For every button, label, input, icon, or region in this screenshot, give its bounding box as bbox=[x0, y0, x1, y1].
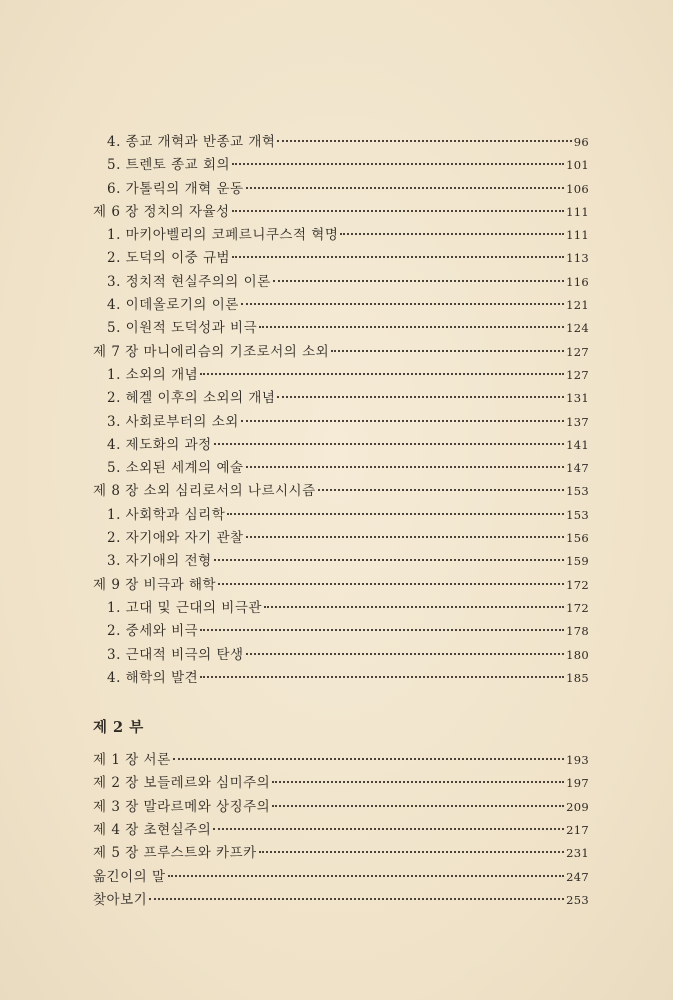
toc-page-number: 113 bbox=[566, 251, 589, 266]
toc-page-number: 141 bbox=[566, 437, 589, 452]
toc-page-number: 153 bbox=[566, 507, 589, 522]
toc-entry-label: 1. 사회학과 심리학 bbox=[107, 506, 226, 523]
dot-leader bbox=[331, 350, 564, 352]
dot-leader bbox=[227, 513, 564, 515]
toc-entry-label: 3. 사회로부터의 소외 bbox=[107, 413, 239, 430]
dot-leader bbox=[246, 187, 565, 189]
dot-leader bbox=[214, 559, 564, 561]
toc-entry-label: 4. 제도화의 과정 bbox=[107, 436, 212, 453]
toc-item-row bbox=[93, 434, 589, 457]
dot-leader bbox=[277, 396, 564, 398]
dot-leader bbox=[173, 758, 565, 760]
toc-item-row bbox=[93, 317, 589, 340]
toc-item-row bbox=[93, 387, 589, 410]
toc-page-number: 127 bbox=[566, 367, 589, 382]
toc-chapter-row bbox=[93, 866, 589, 889]
dot-leader bbox=[340, 233, 564, 235]
toc-entry-label: 5. 이원적 도덕성과 비극 bbox=[107, 320, 258, 337]
dot-leader bbox=[168, 875, 565, 877]
toc-item-row bbox=[93, 294, 589, 317]
toc-entry-label: 2. 도덕의 이중 규범 bbox=[107, 250, 231, 267]
toc-entry-label: 제 5 장 프루스트와 카프카 bbox=[93, 845, 257, 862]
dot-leader bbox=[259, 326, 564, 328]
toc-entry-label: 제 3 장 말라르메와 상징주의 bbox=[93, 798, 271, 815]
toc-entry-label: 제 8 장 소외 심리로서의 나르시시즘 bbox=[93, 483, 316, 500]
dot-leader bbox=[149, 898, 564, 900]
dot-leader bbox=[218, 583, 564, 585]
toc-page-number: 124 bbox=[566, 321, 589, 336]
toc-item-row bbox=[93, 131, 589, 154]
toc-item-row bbox=[93, 247, 589, 270]
toc-page-number: 193 bbox=[566, 753, 589, 768]
toc-item-row bbox=[93, 154, 589, 177]
dot-leader bbox=[232, 163, 564, 165]
toc-item-row bbox=[93, 667, 589, 690]
table-of-contents bbox=[93, 131, 589, 912]
toc-page-number: 217 bbox=[566, 823, 589, 838]
toc-item-row bbox=[93, 224, 589, 247]
dot-leader bbox=[246, 536, 565, 538]
toc-item-row bbox=[93, 620, 589, 643]
dot-leader bbox=[213, 828, 564, 830]
toc-entry-label: 3. 자기애의 전형 bbox=[107, 553, 212, 570]
toc-entry-label: 4. 종교 개혁과 반종교 개혁 bbox=[107, 134, 276, 150]
toc-page-number: 253 bbox=[566, 892, 589, 907]
toc-entry-label: 2. 헤겔 이후의 소외의 개념 bbox=[107, 390, 276, 407]
toc-page-number: 153 bbox=[566, 484, 589, 499]
toc-item-row bbox=[93, 597, 589, 620]
toc-chapter-row bbox=[93, 749, 589, 772]
dot-leader bbox=[214, 443, 564, 445]
part-2-heading: 제 2 부 bbox=[93, 719, 144, 737]
toc-page-number: 106 bbox=[566, 181, 589, 196]
toc-page-number: 247 bbox=[566, 869, 589, 884]
toc-page-number: 127 bbox=[566, 344, 589, 359]
toc-item-row bbox=[93, 178, 589, 201]
toc-item-row bbox=[93, 644, 589, 667]
dot-leader bbox=[272, 781, 564, 783]
toc-page-number: 172 bbox=[566, 577, 589, 592]
toc-entry-label: 5. 소외된 세계의 예술 bbox=[107, 460, 244, 477]
toc-chapter-row bbox=[93, 889, 589, 912]
dot-leader bbox=[200, 629, 564, 631]
dot-leader bbox=[318, 489, 565, 491]
toc-entry-label: 1. 마키아벨리의 코페르니쿠스적 혁명 bbox=[107, 227, 339, 244]
dot-leader bbox=[241, 303, 564, 305]
dot-leader bbox=[246, 466, 565, 468]
toc-item-row bbox=[93, 504, 589, 527]
toc-entry-label: 제 6 장 정치의 자율성 bbox=[93, 203, 230, 220]
toc-chapter-row bbox=[93, 574, 589, 597]
toc-entry-label: 6. 가톨릭의 개혁 운동 bbox=[107, 180, 244, 197]
toc-entry-label: 3. 근대적 비극의 탄생 bbox=[107, 646, 244, 663]
toc-page-number: 180 bbox=[566, 647, 589, 662]
toc-page-number: 159 bbox=[566, 554, 589, 569]
dot-leader bbox=[232, 210, 565, 212]
toc-item-row bbox=[93, 411, 589, 434]
toc-entry-label: 2. 중세와 비극 bbox=[107, 623, 199, 640]
toc-page-number: 116 bbox=[566, 274, 589, 289]
toc-entry-label: 제 2 장 보들레르와 심미주의 bbox=[93, 775, 271, 792]
dot-leader bbox=[200, 373, 564, 375]
toc-chapter-row bbox=[93, 201, 589, 224]
toc-entry-label: 5. 트렌토 종교 회의 bbox=[107, 157, 231, 174]
toc-chapter-row bbox=[93, 480, 589, 503]
toc-item-row bbox=[93, 457, 589, 480]
toc-page-number: 137 bbox=[566, 414, 589, 429]
toc-page-number: 121 bbox=[566, 298, 589, 313]
toc-chapter-row bbox=[93, 772, 589, 795]
toc-entry-label: 제 9 장 비극과 해학 bbox=[93, 576, 217, 593]
dot-leader bbox=[241, 420, 564, 422]
toc-item-row bbox=[93, 527, 589, 550]
toc-part-2 bbox=[93, 749, 589, 912]
toc-page-number: 101 bbox=[566, 158, 589, 173]
toc-entry-label: 찾아보기 bbox=[93, 891, 148, 908]
dot-leader bbox=[246, 653, 565, 655]
toc-entry-label: 1. 소외의 개념 bbox=[107, 366, 199, 383]
dot-leader bbox=[200, 676, 564, 678]
toc-page-number: 197 bbox=[566, 776, 589, 791]
toc-page-number: 96 bbox=[573, 135, 589, 149]
toc-item-row bbox=[93, 271, 589, 294]
toc-entry-label: 2. 자기애와 자기 관찰 bbox=[107, 530, 244, 547]
toc-item-row bbox=[93, 364, 589, 387]
toc-chapter-row bbox=[93, 796, 589, 819]
dot-leader bbox=[259, 851, 564, 853]
toc-chapter-row bbox=[93, 341, 589, 364]
toc-entry-label: 3. 정치적 현실주의의 이론 bbox=[107, 273, 271, 290]
toc-page-number: 185 bbox=[566, 670, 589, 685]
dot-leader bbox=[273, 280, 564, 282]
toc-item-row bbox=[93, 550, 589, 573]
toc-page-number: 111 bbox=[566, 204, 589, 219]
toc-entry-label: 제 1 장 서론 bbox=[93, 752, 171, 769]
dot-leader bbox=[277, 140, 571, 142]
toc-page-number: 147 bbox=[566, 461, 589, 476]
toc-entry-label: 제 4 장 초현실주의 bbox=[93, 822, 212, 839]
toc-page-number: 131 bbox=[566, 391, 589, 406]
toc-page-number: 209 bbox=[566, 799, 589, 814]
toc-chapter-row bbox=[93, 819, 589, 842]
toc-entry-label: 4. 해학의 발견 bbox=[107, 669, 199, 686]
toc-entry-label: 옮긴이의 말 bbox=[93, 868, 166, 885]
dot-leader bbox=[264, 606, 564, 608]
toc-chapter-row bbox=[93, 842, 589, 865]
toc-page-number: 231 bbox=[566, 846, 589, 861]
toc-page-number: 111 bbox=[566, 228, 589, 243]
toc-entry-label: 제 7 장 마니에리슴의 기조로서의 소외 bbox=[93, 343, 330, 360]
toc-page-number: 178 bbox=[566, 624, 589, 639]
dot-leader bbox=[232, 256, 564, 258]
toc-page-number: 172 bbox=[566, 600, 589, 615]
toc-entry-label: 1. 고대 및 근대의 비극관 bbox=[107, 599, 262, 616]
dot-leader bbox=[272, 805, 564, 807]
toc-entry-label: 4. 이데올로기의 이론 bbox=[107, 297, 239, 314]
toc-page-number: 156 bbox=[566, 531, 589, 546]
toc-part-1 bbox=[93, 131, 589, 690]
